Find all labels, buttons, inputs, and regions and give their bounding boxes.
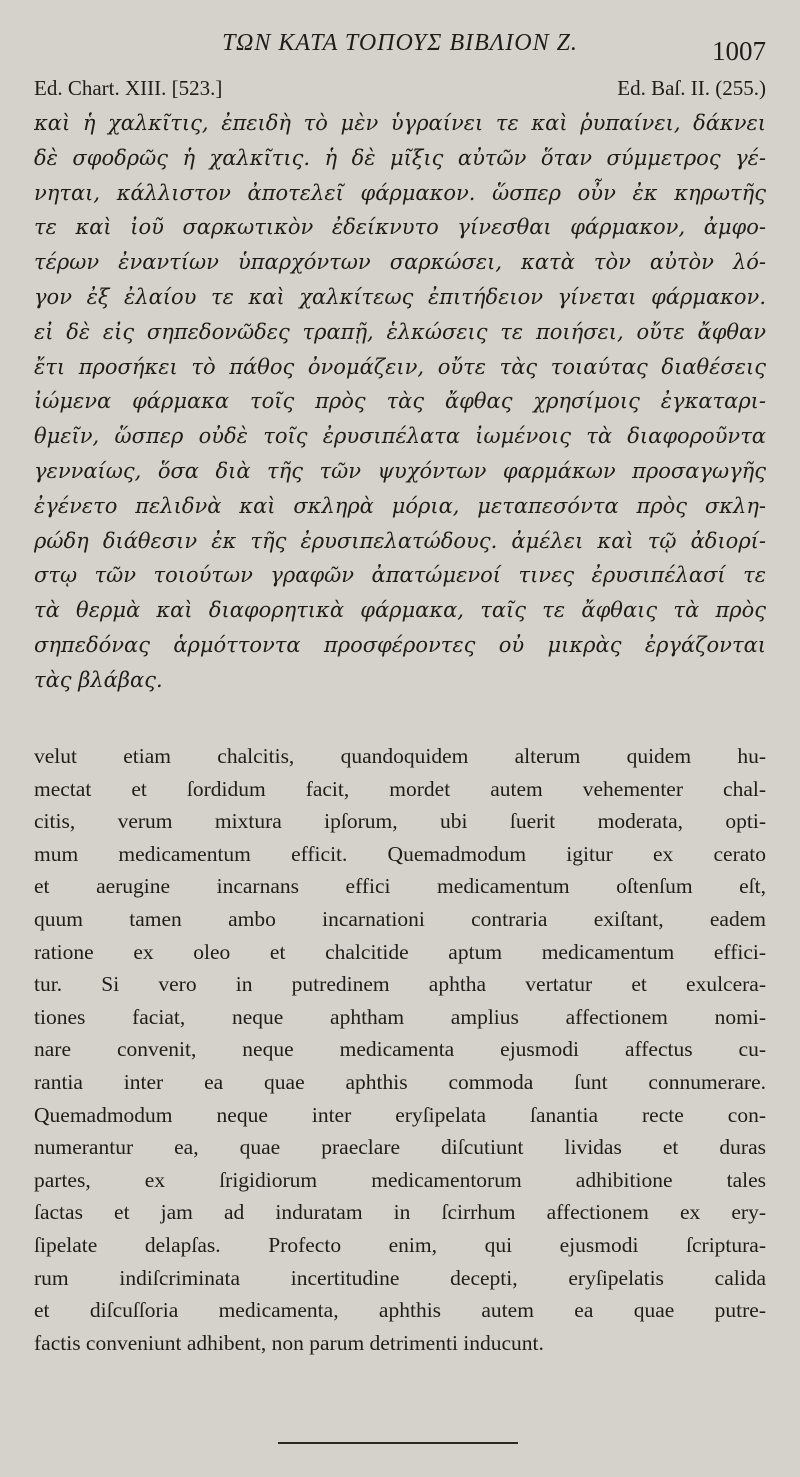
- greek-text-line: εἰ δὲ εἰς σηπεδονῶδες τραπῇ, ἑλκώσεις τε ποιήσει, οὔτε ἄφθαν: [34, 319, 766, 344]
- latin-text-line: et diſcuſſoria medicamenta, aphthis autem ea quae putre-: [34, 1298, 766, 1323]
- greek-text-line: σηπεδόνας ἁρμόττοντα προσφέροντες οὐ μικρὰς ἐργάζονται: [34, 632, 766, 657]
- greek-text-line: τὰς βλάβας.: [34, 667, 163, 692]
- greek-text-line: τε καὶ ἰοῦ σαρκωτικὸν ἐδείκνυτο γίνεσθαι φάρμακον, ἀμφο-: [34, 215, 766, 240]
- latin-text-line: partes, ex ſrigidiorum medicamentorum adhibitione tales: [34, 1167, 766, 1192]
- latin-text-line: ſipelate delapſas. Profecto enim, qui ejusmodi ſcriptura-: [34, 1232, 766, 1257]
- latin-text-line: citis, verum mixtura ipſorum, ubi ſuerit moderata, opti-: [34, 809, 766, 834]
- greek-text-line: ρώδη διάθεσιν ἐκ τῆς ἐρυσιπελατώδους. ἀμέλει καὶ τῷ ἀδιορί-: [34, 528, 766, 553]
- latin-text-line: factis conveniunt adhibent, non parum detrimenti inducunt.: [34, 1330, 544, 1355]
- running-header-title: ΤΩΝ ΚΑΤΑ ΤΟΠΟΥΣ ΒΙΒΛΙΟΝ Ζ.: [222, 30, 578, 56]
- greek-text-line: θμεῖν, ὥσπερ οὐδὲ τοῖς ἐρυσιπέλατα ἰωμένοις τὰ διαφοροῦντα: [34, 424, 766, 449]
- latin-text-line: numerantur ea, quae praeclare diſcutiunt lividas et duras: [34, 1135, 766, 1160]
- latin-text-line: tur. Si vero in putredinem aphtha vertatur et exulcera-: [34, 972, 766, 997]
- greek-text-block: [34, 106, 766, 698]
- latin-text-line: et aerugine incarnans effici medicamentum oſtenſum eſt,: [34, 874, 766, 899]
- greek-text-line: ἐγένετο πελιδνὰ καὶ σκληρὰ μόρια, μεταπεσόντα πρὸς σκλη-: [34, 493, 766, 518]
- latin-text-line: velut etiam chalcitis, quandoquidem alterum quidem hu-: [34, 744, 766, 768]
- greek-text-line: ἰώμενα φάρμακα τοῖς πρὸς τὰς ἄφθας χρησίμοις ἐγκαταρι-: [34, 389, 766, 414]
- latin-text-line: tiones faciat, neque aphtham amplius affectionem nomi-: [34, 1004, 766, 1029]
- latin-text-line: nare convenit, neque medicamenta ejusmodi affectus cu-: [34, 1037, 766, 1062]
- latin-text-line: rum indiſcriminata incertitudine decepti, eryſipelatis calida: [34, 1265, 766, 1290]
- greek-text-line: δὲ σφοδρῶς ἡ χαλκῖτις. ἡ δὲ μῖξις αὐτῶν ὅταν σύμμετρος γέ-: [34, 145, 766, 170]
- greek-text-line: τέρων ἐναντίων ὑπαρχόντων σαρκώσει, κατὰ τὸν αὐτὸν λό-: [34, 250, 766, 275]
- edition-reference-chartier: Ed. Chart. XIII. [523.]: [34, 76, 223, 100]
- greek-text-line: ἔτι προσήκει τὸ πάθος ὀνομάζειν, οὔτε τὰς τοιαύτας διαθέσεις: [34, 354, 766, 379]
- greek-text-line: τὰ θερμὰ καὶ διαφορητικὰ φάρμακα, ταῖς τε ἄφθαις τὰ πρὸς: [34, 598, 766, 623]
- page-number: 1007: [712, 36, 766, 66]
- latin-text-line: quum tamen ambo incarnationi contraria exiſtant, eadem: [34, 906, 766, 931]
- latin-text-line: mum medicamentum efficit. Quemadmodum igitur ex cerato: [34, 841, 766, 866]
- edition-reference-basel: Ed. Baſ. II. (255.): [617, 76, 766, 100]
- greek-text-line: γενναίως, ὅσα διὰ τῆς τῶν ψυχόντων φαρμάκων προσαγωγῆς: [34, 458, 766, 483]
- closing-rule: [278, 1442, 518, 1444]
- latin-text-line: rantia inter ea quae aphthis commoda ſunt connumerare.: [34, 1069, 766, 1094]
- greek-text-line: γον ἐξ ἐλαίου τε καὶ χαλκίτεως ἐπιτήδειον γίνεται φάρμακον.: [34, 284, 766, 309]
- latin-text-line: ratione ex oleo et chalcitide aptum medicamentum effici-: [34, 939, 766, 964]
- latin-text-line: mectat et ſordidum facit, mordet autem vehementer chal-: [34, 776, 766, 801]
- latin-text-block: [34, 740, 766, 1359]
- latin-text-line: Quemadmodum neque inter eryſipelata ſanantia recte con-: [34, 1102, 766, 1127]
- latin-text-line: ſactas et jam ad induratam in ſcirrhum affectionem ex ery-: [34, 1200, 766, 1225]
- greek-text-line: νηται, κάλλιστον ἀποτελεῖ φάρμακον. ὥσπερ οὖν ἐκ κηρωτῆς: [34, 180, 766, 205]
- greek-text-line: καὶ ἡ χαλκῖτις, ἐπειδὴ τὸ μὲν ὑγραίνει τε καὶ ῥυπαίνει, δάκνει: [34, 111, 766, 135]
- greek-text-line: στῳ τῶν τοιούτων γραφῶν ἀπατώμενοί τινες ἐρυσιπέλασί τε: [34, 563, 766, 588]
